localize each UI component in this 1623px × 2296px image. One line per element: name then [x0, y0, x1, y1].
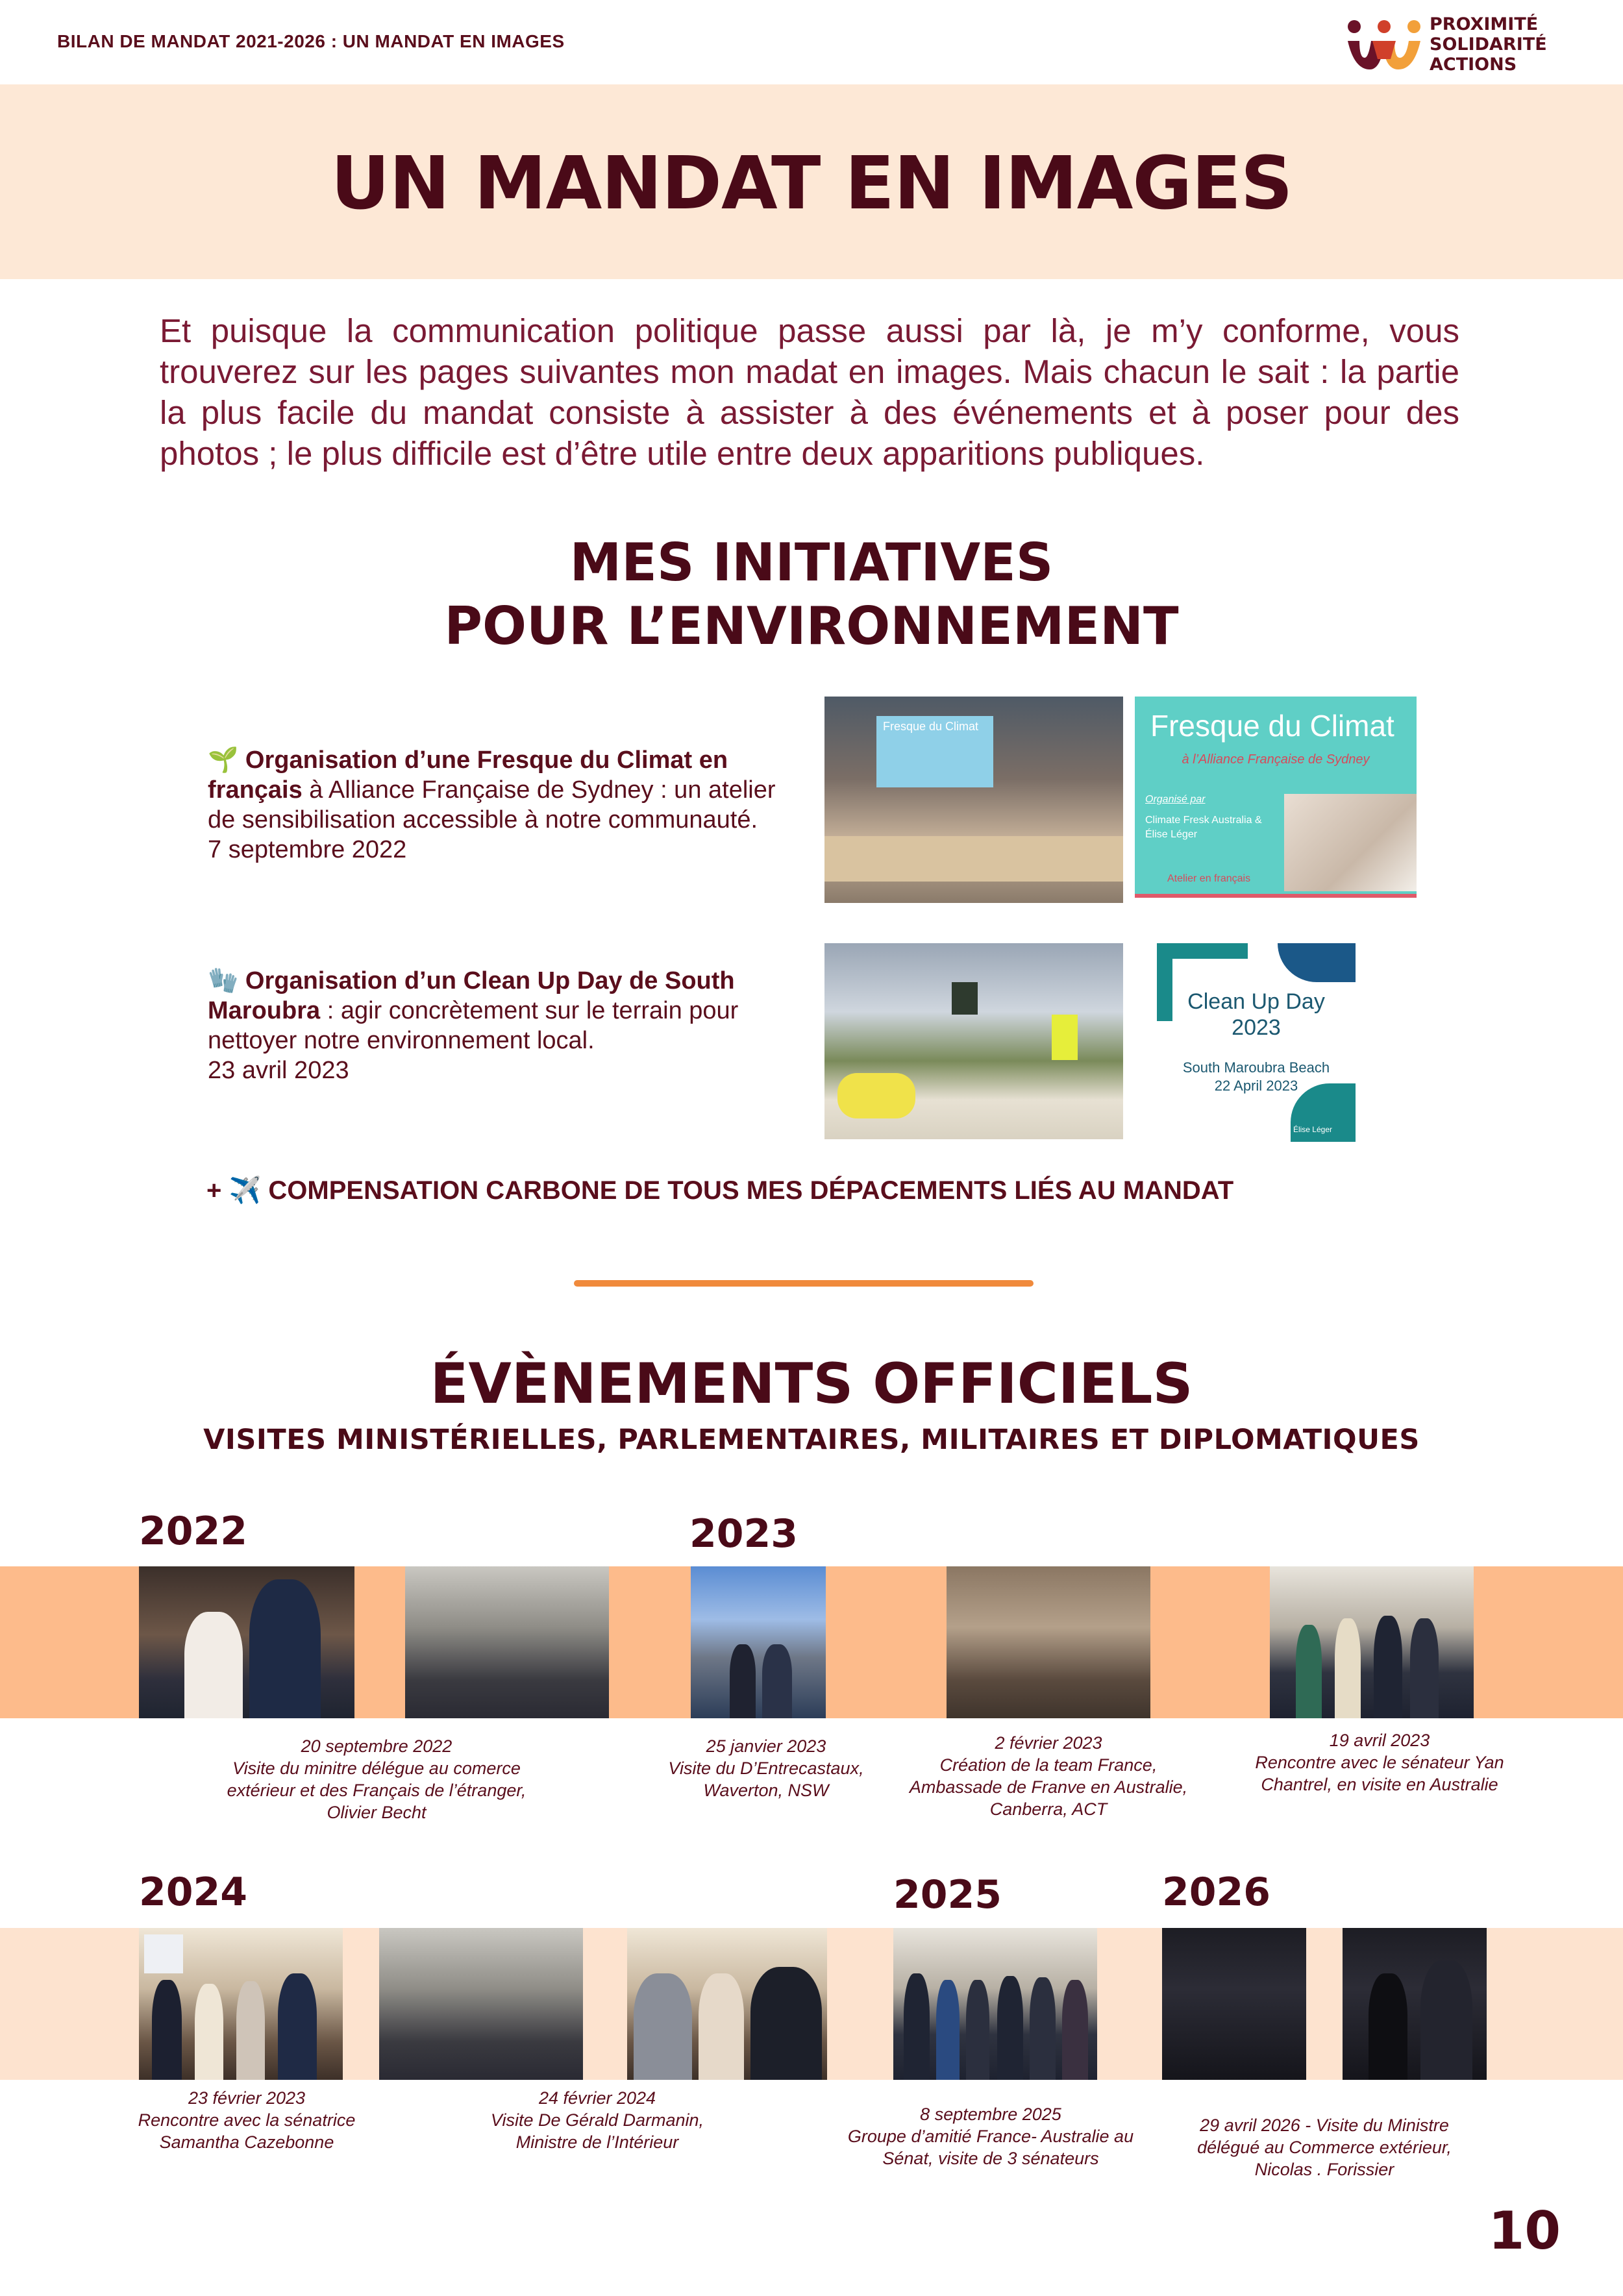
cleanup-poster — [1157, 943, 1356, 1142]
logo — [1345, 14, 1566, 79]
section-divider — [574, 1280, 1034, 1287]
header-title: BILAN DE MANDAT 2021-2026 : UN MANDAT EN IMAGES — [57, 31, 565, 51]
caption-line: 24 février 2024 — [538, 2088, 656, 2108]
photo-forissier-1 — [1162, 1928, 1306, 2080]
cleanup-poster-title-1: Clean Up Day — [1187, 989, 1325, 1014]
person-shape — [1374, 1616, 1402, 1718]
person-shape — [278, 1973, 317, 2080]
cleanup-poster-date: 22 April 2023 — [1214, 1078, 1298, 1094]
initiative-cleanup — [208, 966, 805, 1085]
fresque-hands-photo — [1284, 794, 1417, 891]
caption-2023-c — [1227, 1729, 1532, 1796]
caption-2024-b — [454, 2087, 740, 2153]
caption-line: 23 février 2023 — [188, 2088, 306, 2108]
projection-text: Fresque du Climat — [883, 720, 979, 733]
person-shape — [1369, 1973, 1407, 2080]
caption-line: 8 septembre 2025 — [920, 2105, 1061, 2124]
caption-2026 — [1175, 2114, 1474, 2180]
caption-line: Visite du D’Entrecastaux, — [668, 1759, 864, 1778]
year-2025: 2025 — [893, 1872, 1002, 1918]
fresque-poster-title: Fresque du Climat — [1150, 709, 1394, 743]
logo-line-1: PROXIMITÉ — [1430, 14, 1539, 34]
caption-2024-a — [117, 2087, 377, 2153]
sprout-icon: 🌱 — [208, 747, 239, 774]
year-2026: 2026 — [1162, 1870, 1270, 1915]
person-shape — [1410, 1618, 1439, 1718]
fresque-poster — [1135, 697, 1417, 898]
person-shape — [1062, 1980, 1088, 2080]
person-shape — [152, 1980, 182, 2080]
table-shape — [824, 836, 1123, 882]
photo-senat — [893, 1928, 1097, 2080]
logo-line-2: SOLIDARITÉ — [1430, 34, 1547, 55]
caption-line: extérieur et des Français de l’étranger, — [227, 1781, 527, 1800]
fresque-poster-subtitle: à l’Alliance Française de Sydney — [1182, 752, 1370, 767]
initiative-fresque-date: 7 septembre 2022 — [208, 836, 407, 863]
carbon-compensation: + ✈️ COMPENSATION CARBONE DE TOUS MES DÉPACEMENTS LIÉS AU MANDAT — [206, 1176, 1234, 1205]
year-2024: 2024 — [139, 1870, 247, 1915]
caption-line: Création de la team France, — [939, 1755, 1158, 1775]
initiative-fresque — [208, 745, 805, 865]
person-shape — [184, 1612, 243, 1718]
caption-line: 19 avril 2023 — [1329, 1731, 1430, 1750]
initiative-cleanup-date: 23 avril 2023 — [208, 1057, 349, 1084]
person-shape — [936, 1980, 960, 2080]
person-shape — [699, 1973, 744, 2080]
person-shape — [1420, 1960, 1472, 2080]
caption-line: Ministre de l’Intérieur — [515, 2132, 679, 2152]
caption-line: Chantrel, en visite en Australie — [1261, 1775, 1498, 1794]
year-2023: 2023 — [689, 1511, 798, 1557]
fresque-group-photo — [824, 697, 1123, 903]
poster-corner-3 — [1278, 943, 1356, 982]
initiative-fresque-title: Organisation d’une Fresque du Climat en français — [208, 747, 728, 804]
fresque-border — [1135, 894, 1417, 898]
caption-2023-b — [896, 1732, 1201, 1820]
year-2022: 2022 — [139, 1509, 247, 1554]
sign-shape — [952, 982, 978, 1015]
caption-line: Visite De Gérald Darmanin, — [490, 2110, 704, 2130]
logo-icon — [1345, 18, 1423, 76]
initiative-cleanup-text: : agir concrètement sur le terrain pour nettoyer notre environnement local. — [208, 997, 739, 1054]
page-title: UN MANDAT EN IMAGES — [330, 142, 1293, 226]
safety-vest — [1052, 1015, 1078, 1060]
photo-darmanin-1 — [379, 1928, 583, 2080]
caption-line: Ambassade de Franve en Australie, — [909, 1777, 1188, 1797]
caption-2023-a — [656, 1735, 876, 1801]
caption-2022 — [214, 1735, 539, 1823]
projection-screen — [876, 716, 993, 787]
caption-line: Groupe d’amitié France- Australie au — [847, 2127, 1134, 2146]
caption-line: Sénat, visite de 3 sénateurs — [882, 2149, 1099, 2168]
person-shape — [1030, 1977, 1056, 2080]
caption-line: 2 février 2023 — [995, 1733, 1102, 1753]
photo-dentrecasteaux — [691, 1566, 826, 1718]
cleanup-poster-place: South Maroubra Beach — [1182, 1059, 1330, 1076]
caption-line: Waverton, NSW — [703, 1781, 829, 1800]
fresque-organisers: Climate Fresk Australia & Élise Léger — [1145, 815, 1262, 840]
photo-cazebonne — [139, 1928, 343, 2080]
caption-line: Canberra, ACT — [989, 1799, 1108, 1819]
cleanup-poster-title-2: 2023 — [1232, 1015, 1281, 1040]
caption-line: 25 janvier 2023 — [706, 1736, 826, 1756]
fresque-organised-by: Organisé par — [1145, 794, 1206, 805]
initiative-fresque-text: à Alliance Française de Sydney : un atelier de sensibilisation accessible à notre communauté. — [208, 776, 776, 833]
person-shape — [997, 1976, 1023, 2080]
person-shape — [750, 1967, 822, 2080]
caption-line: 29 avril 2026 - Visite du Ministre — [1200, 2116, 1449, 2135]
photo-chantrel — [1270, 1566, 1474, 1718]
cleanup-poster-signature: Élise Léger — [1293, 1125, 1332, 1134]
photo-becht-2 — [405, 1566, 609, 1718]
initiative-cleanup-title: Organisation d’un Clean Up Day de South Maroubra — [208, 967, 735, 1024]
environment-title-line-1: MES INITIATIVES — [569, 532, 1054, 593]
person-shape — [904, 1973, 930, 2080]
events-subtitle: VISITES MINISTÉRIELLES, PARLEMENTAIRES, MILITAIRES ET DIPLOMATIQUES — [203, 1424, 1420, 1456]
caption-line: 20 septembre 2022 — [301, 1736, 452, 1756]
person-shape — [195, 1984, 223, 2080]
cleanup-group-photo — [824, 943, 1123, 1139]
person-shape — [966, 1980, 989, 2080]
page-number: 10 — [1488, 2201, 1561, 2261]
caption-line: Samantha Cazebonne — [159, 2132, 334, 2152]
glove-icon: 🧤 — [208, 967, 239, 994]
bags-shape — [837, 1073, 915, 1118]
caption-line: Rencontre avec la sénatrice — [138, 2110, 356, 2130]
photo-team-france — [947, 1566, 1150, 1718]
fresque-footer: Atelier en français — [1167, 873, 1251, 884]
person-shape — [762, 1644, 792, 1718]
photo-darmanin-2 — [627, 1928, 827, 2080]
events-title: ÉVÈNEMENTS OFFICIELS — [430, 1352, 1193, 1416]
person-shape — [1296, 1625, 1322, 1718]
person-shape — [249, 1579, 321, 1718]
environment-title-line-2: POUR L’ENVIRONNEMENT — [444, 596, 1179, 656]
caption-line: délégué au Commerce extérieur, — [1197, 2138, 1452, 2157]
caption-2025 — [828, 2103, 1153, 2169]
caption-line: Olivier Becht — [327, 1803, 427, 1822]
person-shape — [634, 1973, 692, 2080]
person-shape — [1335, 1618, 1361, 1718]
caption-line: Visite du minitre délégue au comerce — [232, 1759, 521, 1778]
intro-paragraph: Et puisque la communication politique passe aussi par là, je m’y conforme, vous trouverez sur les pages suivantes mon madat en images. Mais chacun le sait : la partie la plus facile du mandat consiste à assister à des événements et à poser pour des photos ; le plus difficile est d’être utile entre deux apparitions publiques. — [160, 312, 1459, 472]
person-shape — [236, 1981, 265, 2080]
photo-forissier-2 — [1343, 1928, 1487, 2080]
person-shape — [730, 1644, 756, 1718]
consulate-sign — [144, 1934, 183, 1973]
photo-becht-1 — [139, 1566, 354, 1718]
caption-line: Nicolas . Forissier — [1254, 2160, 1394, 2179]
caption-line: Rencontre avec le sénateur Yan — [1255, 1753, 1504, 1772]
logo-line-3: ACTIONS — [1430, 55, 1517, 75]
